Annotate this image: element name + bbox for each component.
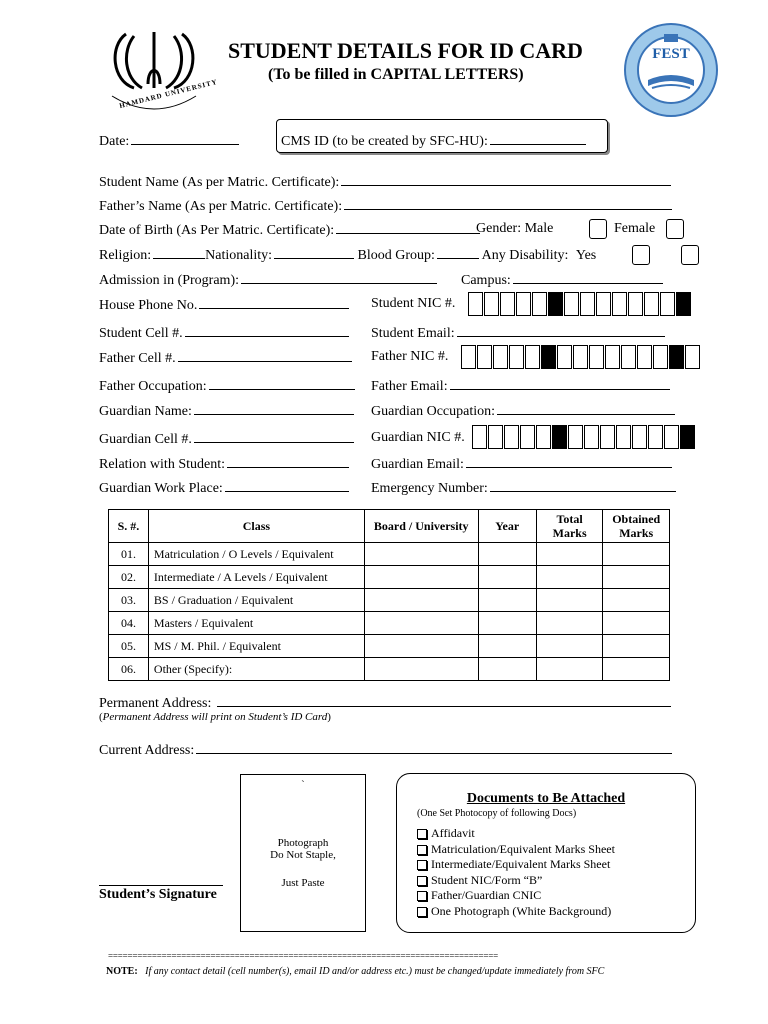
current-address-field[interactable]: Current Address:: [99, 741, 672, 759]
disability-yes-checkbox[interactable]: [632, 245, 650, 265]
hamdard-logo: [104, 26, 219, 116]
table-row: 03. BS / Graduation / Equivalent: [109, 589, 670, 612]
guardian-nic-label: Guardian NIC #.: [371, 430, 465, 445]
father-nic-label: Father NIC #.: [371, 349, 449, 364]
guardian-work-field[interactable]: Guardian Work Place:: [99, 479, 349, 497]
page-subtitle: (To be filled in CAPITAL LETTERS): [268, 66, 524, 83]
table-row: 06. Other (Specify):: [109, 658, 670, 681]
date-field[interactable]: [99, 132, 239, 150]
checkbox-icon[interactable]: [417, 891, 427, 901]
document-item: Affidavit: [417, 826, 615, 842]
checkbox-icon[interactable]: [417, 845, 427, 855]
relation-field[interactable]: Relation with Student:: [99, 455, 349, 473]
documents-subtitle: (One Set Photocopy of following Docs): [417, 808, 577, 819]
education-table: [108, 509, 670, 681]
col-year: Year: [478, 510, 536, 543]
checkbox-icon[interactable]: [417, 876, 427, 886]
col-class: Class: [148, 510, 364, 543]
table-row: 05. MS / M. Phil. / Equivalent: [109, 635, 670, 658]
student-nic-label: Student NIC #.: [371, 296, 456, 311]
cms-id-label: CMS ID (to be created by SFC-HU):: [281, 134, 488, 149]
col-board: Board / University: [364, 510, 478, 543]
document-item: Student NIC/Form “B”: [417, 873, 615, 889]
signature-line[interactable]: [99, 885, 223, 886]
house-phone-field[interactable]: House Phone No.: [99, 296, 349, 314]
emergency-number-field[interactable]: Emergency Number:: [371, 479, 676, 497]
female-checkbox[interactable]: [666, 219, 684, 239]
guardian-name-field[interactable]: Guardian Name:: [99, 402, 354, 420]
photograph-box[interactable]: ` Photograph Do Not Staple, Just Paste: [240, 774, 366, 932]
col-sn: S. #.: [109, 510, 149, 543]
document-item: Intermediate/Equivalent Marks Sheet: [417, 857, 615, 873]
table-row: 04. Masters / Equivalent: [109, 612, 670, 635]
checkbox-icon[interactable]: [417, 860, 427, 870]
col-obtained-marks: Obtained Marks: [603, 510, 670, 543]
guardian-email-field[interactable]: Guardian Email:: [371, 455, 672, 473]
cms-id-field[interactable]: [281, 132, 586, 150]
religion-row[interactable]: Religion: Nationality: Blood Group: Any Disability: Yes: [99, 248, 597, 263]
checkbox-icon[interactable]: [417, 829, 427, 839]
male-checkbox[interactable]: [589, 219, 607, 239]
student-cell-field[interactable]: Student Cell #.: [99, 324, 349, 342]
document-item: One Photograph (White Background): [417, 904, 615, 920]
permanent-address-note: (Permanent Address will print on Student’s ID Card): [99, 711, 331, 723]
admission-field[interactable]: Admission in (Program):: [99, 271, 437, 289]
document-item: Matriculation/Equivalent Marks Sheet: [417, 842, 615, 858]
gender-label: Gender: Male: [476, 221, 554, 236]
student-name-field[interactable]: Student Name (As per Matric. Certificate):: [99, 173, 671, 191]
col-total-marks: Total Marks: [536, 510, 603, 543]
documents-title: Documents to Be Attached: [466, 791, 626, 806]
checkbox-icon[interactable]: [417, 907, 427, 917]
footer-rule: ================================================================================: [108, 951, 499, 961]
female-label: Female: [614, 221, 656, 236]
hamdard-logo-text: HAMDARD UNIVERSITY: [118, 77, 219, 111]
campus-field[interactable]: Campus:: [461, 271, 663, 289]
permanent-address-field[interactable]: Permanent Address:: [99, 694, 671, 712]
father-cell-field[interactable]: Father Cell #.: [99, 349, 352, 367]
table-row: 02. Intermediate / A Levels / Equivalent: [109, 566, 670, 589]
father-email-field[interactable]: Father Email:: [371, 377, 670, 395]
date-label: Date:: [99, 134, 130, 149]
father-nic-boxes[interactable]: [461, 345, 701, 369]
disability-no-checkbox[interactable]: [681, 245, 699, 265]
guardian-nic-boxes[interactable]: [472, 425, 696, 449]
father-name-field[interactable]: Father’s Name (As per Matric. Certificate):: [99, 197, 672, 215]
page-title: STUDENT DETAILS FOR ID CARD: [228, 38, 583, 63]
father-occupation-field[interactable]: Father Occupation:: [99, 377, 355, 395]
document-item: Father/Guardian CNIC: [417, 888, 615, 904]
student-email-field[interactable]: Student Email:: [371, 324, 665, 342]
guardian-cell-field[interactable]: Guardian Cell #.: [99, 430, 354, 448]
footer-note: NOTE: If any contact detail (cell number(s), email ID and/or address etc.) must be changed/update immediately from SFC: [106, 966, 605, 977]
guardian-occupation-field[interactable]: Guardian Occupation:: [371, 402, 675, 420]
dob-field[interactable]: Date of Birth (As Per Matric. Certificate):: [99, 221, 480, 239]
student-nic-boxes[interactable]: [468, 292, 692, 316]
fest-logo: [620, 22, 722, 118]
fest-logo-text: FEST: [652, 46, 690, 62]
student-signature-label: Student’s Signature: [99, 887, 217, 902]
table-row: 01. Matriculation / O Levels / Equivalent: [109, 543, 670, 566]
documents-box: [396, 773, 696, 933]
